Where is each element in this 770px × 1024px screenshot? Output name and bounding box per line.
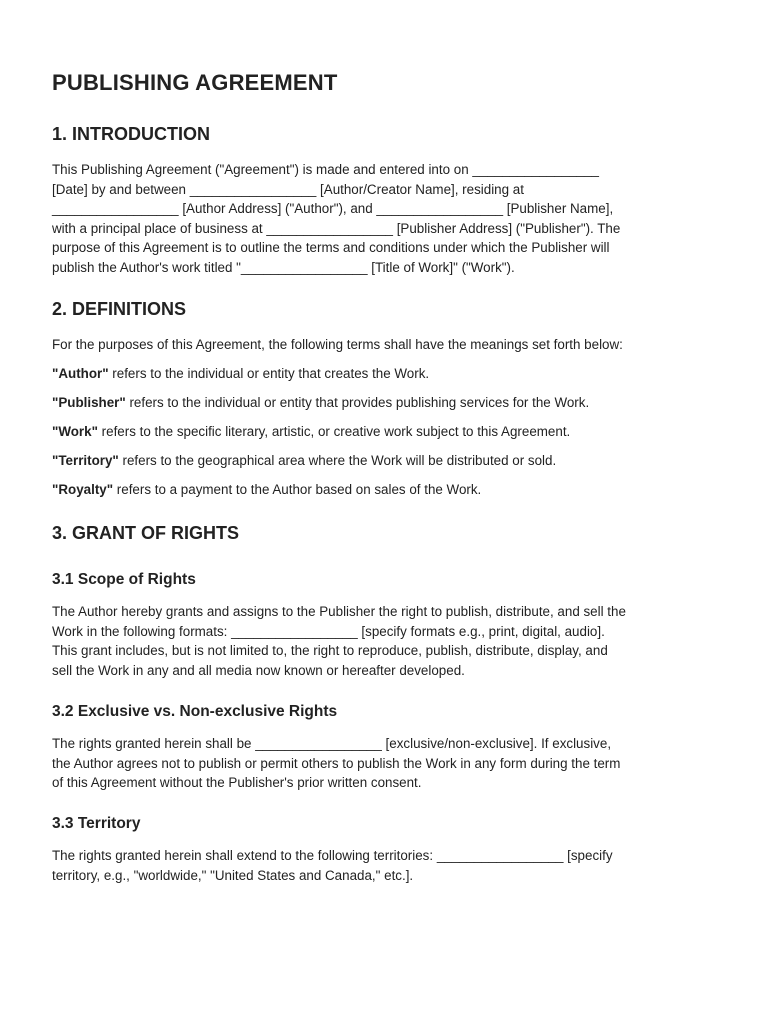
definition-term: "Work" <box>52 424 98 439</box>
definitions-heading: 2. DEFINITIONS <box>52 299 187 319</box>
definition-term: "Territory" <box>52 453 119 468</box>
territory-heading: 3.3 Territory <box>52 815 141 832</box>
definition-term: "Royalty" <box>52 482 114 497</box>
definition-item <box>52 480 720 500</box>
territory-line: territory, e.g., "worldwide," "United States and Canada," etc.]. <box>52 867 414 883</box>
scope-line: sell the Work in any and all media now known or hereafter developed. <box>52 662 465 678</box>
exclusive-line: The rights granted herein shall be _________________ [exclusive/non-exclusive]. If exclusive, <box>52 736 612 751</box>
scope-line: This grant includes, but is not limited to, the right to reproduce, publish, distribute, display, and <box>52 643 608 659</box>
definition-item <box>52 422 720 442</box>
introduction-line: [Date] by and between _________________ [Author/Creator Name], residing at <box>52 181 524 197</box>
grant-of-rights-heading: 3. GRANT OF RIGHTS <box>52 523 240 543</box>
definitions-intro: For the purposes of this Agreement, the following terms shall have the meanings set forth below: <box>52 337 623 352</box>
definition-term: "Author" <box>52 366 109 381</box>
definition-item <box>52 364 720 384</box>
introduction-line: purpose of this Agreement is to outline the terms and conditions under which the Publisher will <box>52 240 610 256</box>
exclusive-rights-heading: 3.2 Exclusive vs. Non-exclusive Rights <box>52 703 338 720</box>
document-title: PUBLISHING AGREEMENT <box>52 70 338 95</box>
definition-term: "Publisher" <box>52 395 126 410</box>
territory-line: The rights granted herein shall extend to the following territories: _________________ [specify <box>52 848 613 863</box>
definition-item <box>52 393 720 413</box>
scope-line: Work in the following formats: _________________ [specify formats e.g., print, digital, audio]. <box>52 623 605 639</box>
scope-of-rights-heading: 3.1 Scope of Rights <box>52 571 196 588</box>
exclusive-line: of this Agreement without the Publisher's prior written consent. <box>52 775 422 791</box>
definition-text: refers to a payment to the Author based on sales of the Work. <box>113 482 482 497</box>
introduction-line: publish the Author's work titled "_________________ [Title of Work]" ("Work"). <box>52 259 515 275</box>
introduction-heading: 1. INTRODUCTION <box>52 124 211 144</box>
definition-text: refers to the individual or entity that provides publishing services for the Work. <box>125 395 590 410</box>
definition-item <box>52 451 720 471</box>
introduction-line: This Publishing Agreement ("Agreement") is made and entered into on _________________ <box>52 162 599 177</box>
scope-line: The Author hereby grants and assigns to the Publisher the right to publish, distribute, and sell the <box>52 604 626 619</box>
introduction-line: with a principal place of business at _________________ [Publisher Address] ("Publisher"). The <box>52 220 621 236</box>
definition-text: refers to the individual or entity that creates the Work. <box>108 366 430 381</box>
scope-of-rights-paragraph <box>52 602 720 680</box>
definition-text: refers to the specific literary, artistic, or creative work subject to this Agreement. <box>97 424 571 439</box>
exclusive-line: the Author agrees not to publish or permit others to publish the Work in any form during the term <box>52 755 621 771</box>
territory-paragraph <box>52 846 720 885</box>
definition-text: refers to the geographical area where the Work will be distributed or sold. <box>118 453 557 468</box>
introduction-line: _________________ [Author Address] ("Author"), and _________________ [Publisher Name], <box>52 201 614 217</box>
exclusive-rights-paragraph <box>52 734 720 793</box>
introduction-paragraph <box>52 160 720 278</box>
